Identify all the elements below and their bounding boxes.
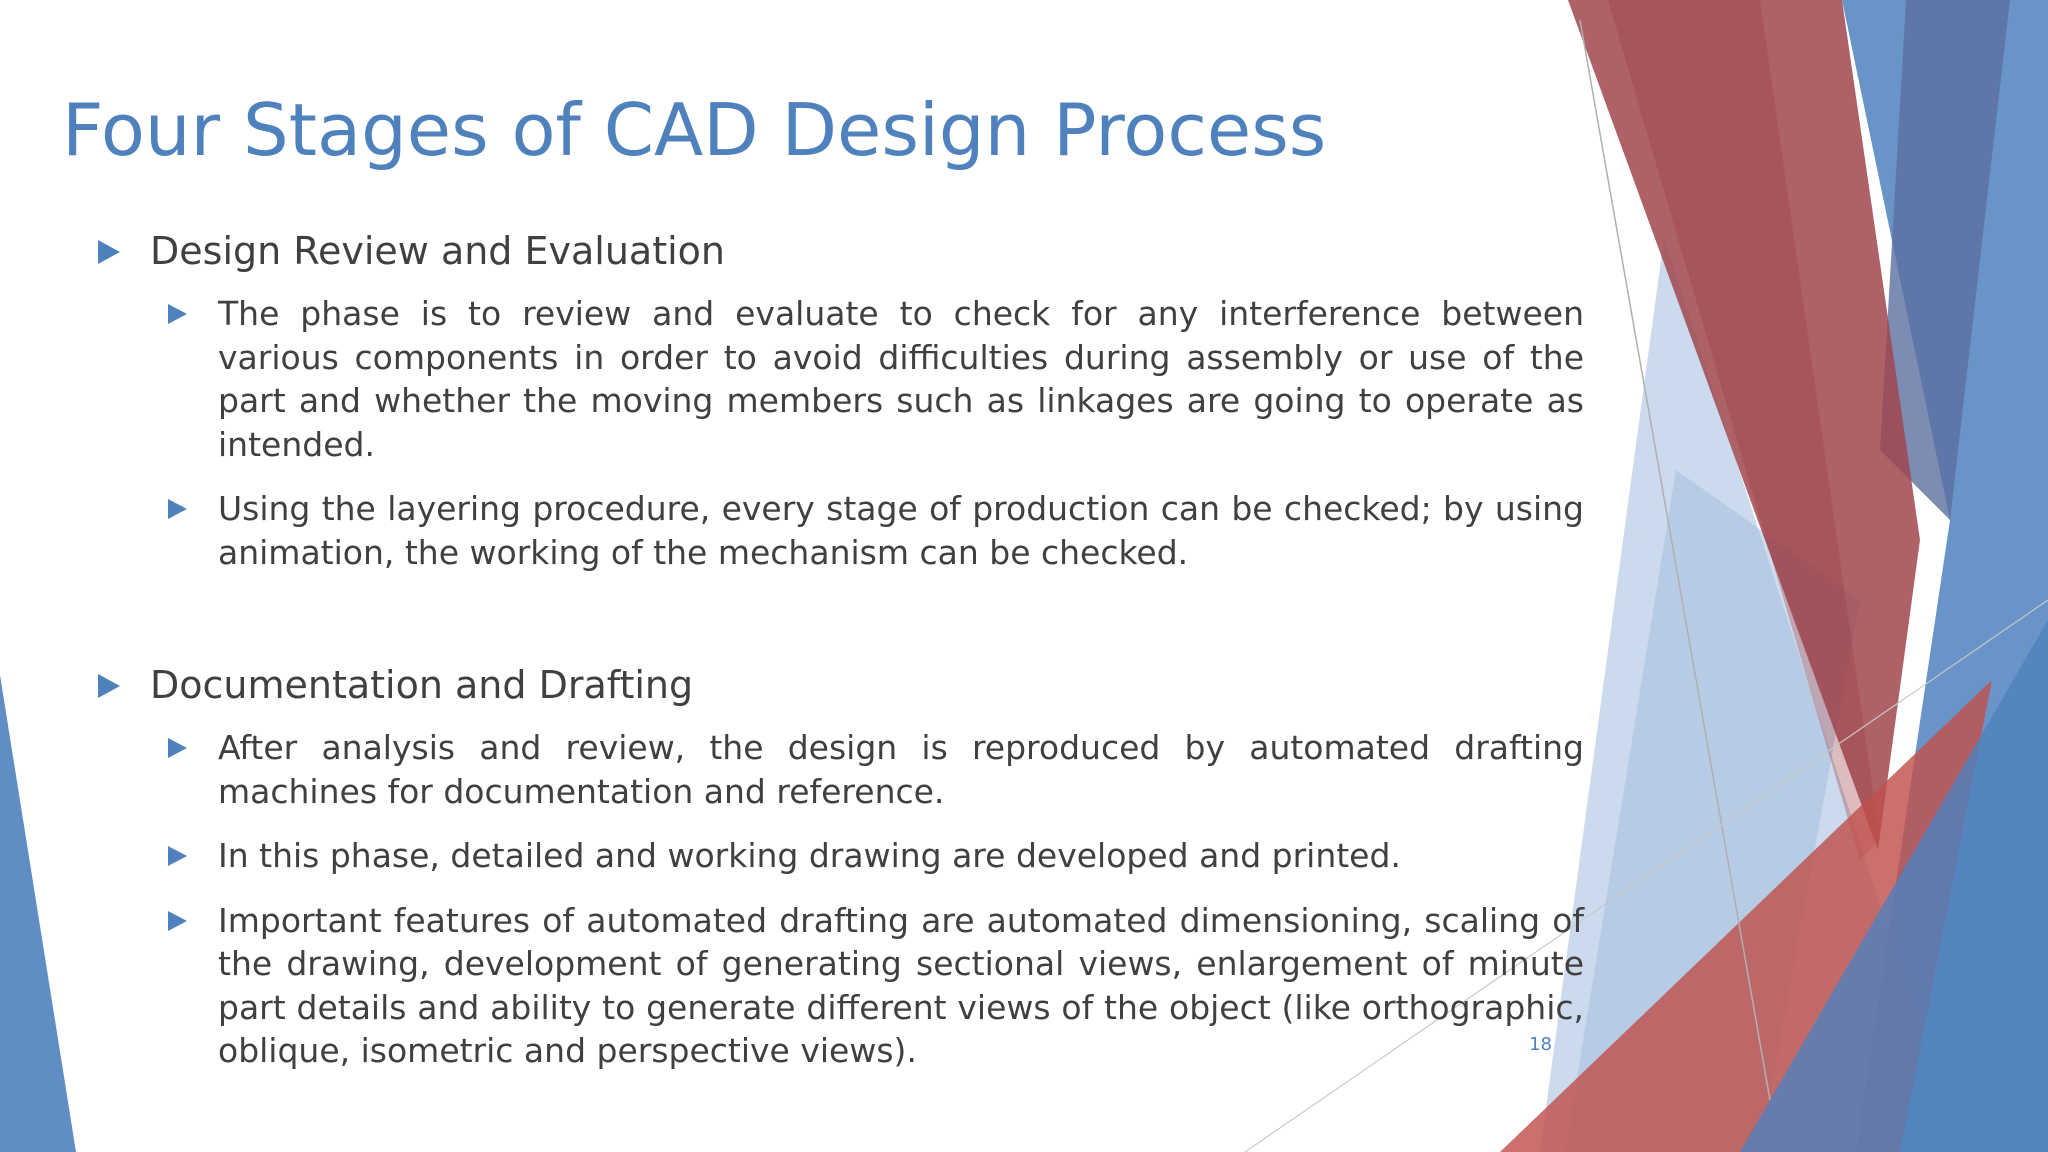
sub-bullet-text: The phase is to review and evaluate to check for any interference between various components in order to avoid difficulties during assembly or use of the part and whether the moving members such as linkages are going to operate as intended. bbox=[218, 294, 1584, 464]
left-blue-shape bbox=[0, 675, 76, 1152]
sub-bullet bbox=[160, 834, 1584, 878]
sub-bullet bbox=[160, 487, 1584, 574]
section-heading: Documentation and Drafting bbox=[150, 663, 694, 707]
slide-title: Four Stages of CAD Design Process bbox=[62, 88, 1327, 172]
sub-bullet bbox=[160, 899, 1584, 1073]
slide-content bbox=[94, 226, 1584, 1152]
bullet-heading bbox=[94, 660, 1584, 710]
bullet-heading bbox=[94, 226, 1584, 276]
sub-bullet-text: After analysis and review, the design is reproduced by automated drafting machines for documentation and reference. bbox=[218, 728, 1584, 811]
bullet-arrow-icon bbox=[168, 846, 187, 866]
sub-bullet-text: Using the layering procedure, every stage of production can be checked; by using animation, the working of the mechanism can be checked. bbox=[218, 489, 1584, 572]
sub-bullet-text: In this phase, detailed and working drawing are developed and printed. bbox=[218, 836, 1401, 875]
bullet-arrow-icon bbox=[98, 674, 120, 698]
bullet-arrow-icon bbox=[168, 499, 187, 519]
bullet-arrow-icon bbox=[98, 240, 120, 264]
section-heading: Design Review and Evaluation bbox=[150, 229, 726, 273]
sub-bullet-text: Important features of automated drafting are automated dimensioning, scaling of the drawing, development of generating sectional views, enlargement of minute part details and ability to generate different views of the object (like orthographic, oblique, isometric and perspective views). bbox=[218, 900, 1584, 1070]
bullet-arrow-icon bbox=[168, 738, 187, 758]
page-number: 18 bbox=[1529, 1034, 1552, 1055]
section-documentation bbox=[94, 660, 1584, 1073]
sub-bullet bbox=[160, 726, 1584, 813]
bullet-arrow-icon bbox=[168, 304, 187, 324]
sub-bullet bbox=[160, 292, 1584, 466]
section-design-review bbox=[94, 226, 1584, 574]
bullet-arrow-icon bbox=[168, 911, 187, 931]
